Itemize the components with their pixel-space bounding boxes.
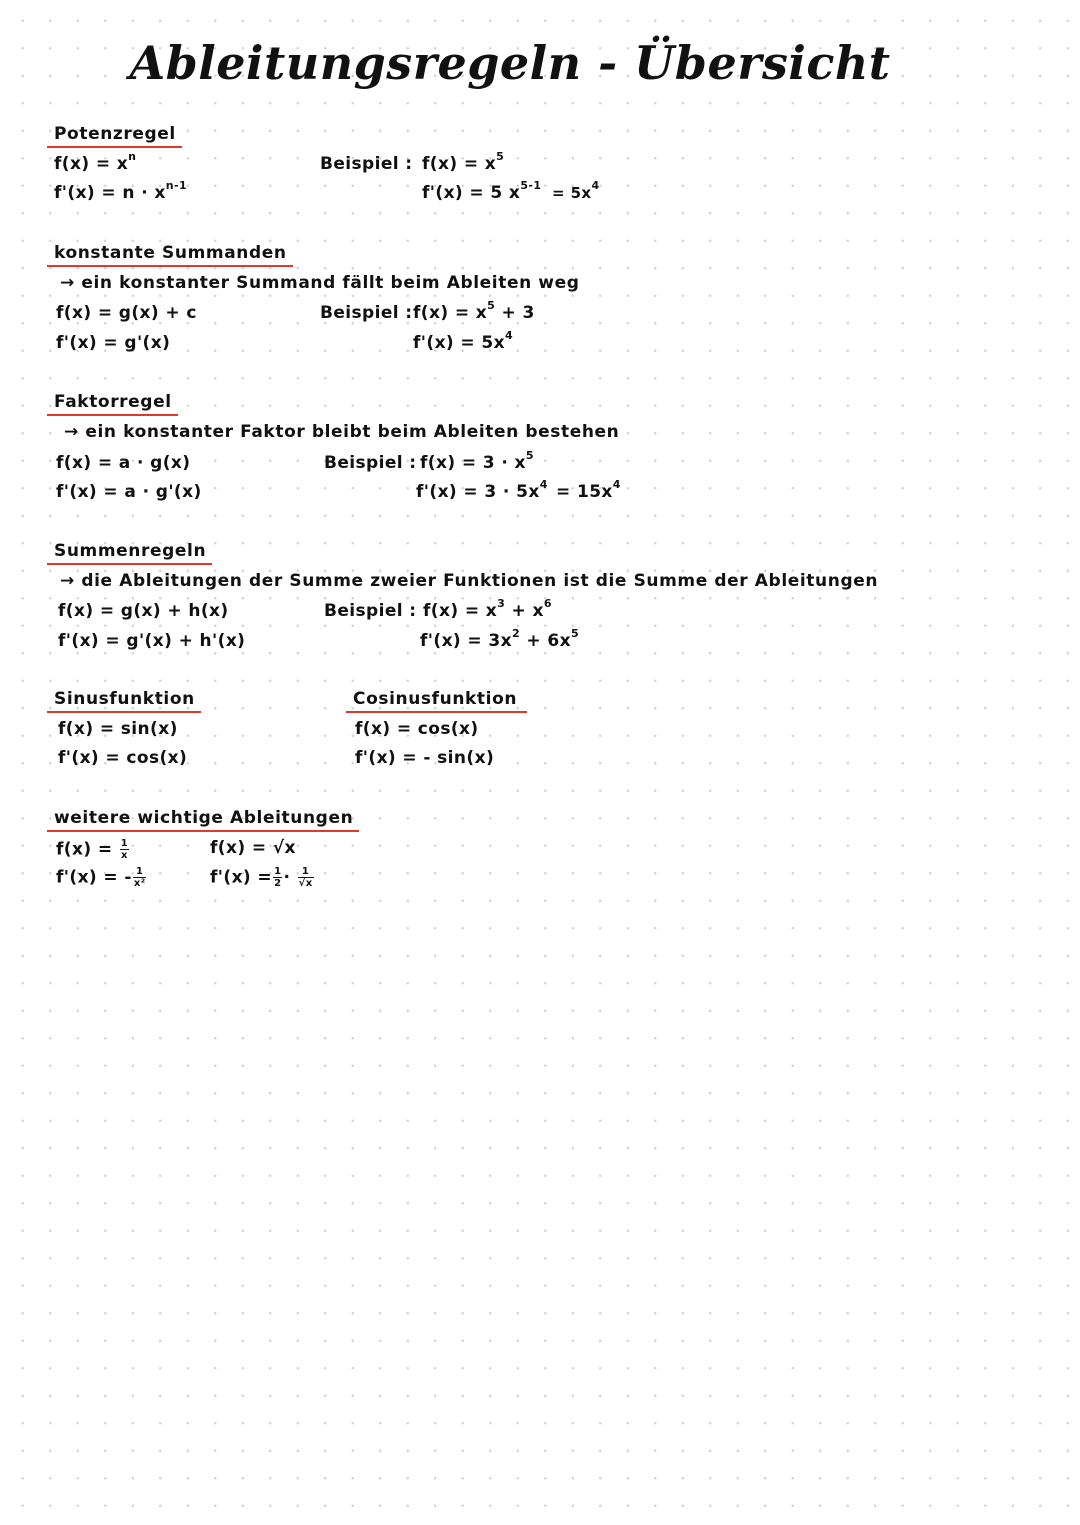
- summen-derivative: f'(x) = g'(x) + h'(x): [58, 631, 246, 651]
- faktor-example-derivative: $f'(x) = 3 \cdot 5x^4$: [416, 478, 548, 502]
- konstante-example-label: Beispiel :: [320, 303, 413, 323]
- heading-summenregeln: Summenregeln: [47, 541, 212, 565]
- konstante-note: → ein konstanter Summand fällt beim Ableiten weg: [60, 273, 580, 293]
- fraction-1-over-sqrt-x: $\frac{1}{√x}$: [298, 866, 313, 889]
- fraction-1-over-2: $\frac{1}{2}$: [274, 866, 282, 889]
- potenz-example-label: Beispiel :: [320, 154, 413, 174]
- sqrt-function: f(x) = √x: [210, 838, 296, 858]
- sinus-derivative: f'(x) = cos(x): [58, 748, 188, 768]
- sinus-function: f(x) = sin(x): [58, 719, 178, 739]
- heading-cosinusfunktion: Cosinusfunktion: [346, 689, 527, 713]
- faktor-example-function: $f(x) = 3 \cdot x^5$: [420, 449, 534, 473]
- summen-function: f(x) = g(x) + h(x): [58, 601, 229, 621]
- summen-example-function: $f(x) = x^3 + x^6$: [423, 597, 552, 621]
- reciprocal-derivative: f'(x) = - $\frac{1}{\text{x²}}$: [56, 866, 146, 889]
- cosinus-function: f(x) = cos(x): [355, 719, 479, 739]
- konstante-example-derivative: $f'(x) = 5x^4$: [413, 329, 514, 353]
- faktor-function: f(x) = a · g(x): [56, 453, 191, 473]
- potenz-example-function: $f(x) = x^5$: [422, 150, 505, 174]
- sqrt-x: √x: [272, 838, 296, 858]
- faktor-example-label: Beispiel :: [324, 453, 417, 473]
- faktor-note: → ein konstanter Faktor bleibt beim Ableiten bestehen: [64, 422, 620, 442]
- faktor-example-result: = $15x^4$: [556, 478, 621, 502]
- summen-note: → die Ableitungen der Summe zweier Funktionen ist die Summe der Ableitungen: [60, 571, 879, 591]
- summen-example-derivative: $f'(x) = 3x^2 + 6x^5$: [420, 627, 579, 651]
- heading-potenzregel: Potenzregel: [47, 124, 182, 148]
- heading-sinusfunktion: Sinusfunktion: [47, 689, 201, 713]
- potenz-derivative: $f'(x) = n \cdot x^{n-1}$: [54, 179, 188, 203]
- konstante-example-function: $f(x) = x^5 + 3$: [413, 299, 535, 323]
- konstante-derivative: f'(x) = g'(x): [56, 333, 171, 353]
- cosinus-derivative: f'(x) = - sin(x): [355, 748, 495, 768]
- potenz-example-derivative: f'(x) = 5 $x^{5-1}$: [422, 179, 542, 203]
- summen-example-label: Beispiel :: [324, 601, 417, 621]
- heading-konstante-summanden: konstante Summanden: [47, 243, 293, 267]
- page-title: Ableitungsregeln - Übersicht: [129, 36, 891, 90]
- fraction-1-over-x-squared: $\frac{1}{\text{x²}}$: [133, 866, 146, 889]
- heading-faktorregel: Faktorregel: [47, 392, 178, 416]
- konstante-function: f(x) = g(x) + c: [56, 303, 197, 323]
- faktor-derivative: f'(x) = a · g'(x): [56, 482, 202, 502]
- reciprocal-function: f(x) = $\frac{1}{x}$: [56, 838, 129, 861]
- sqrt-derivative: f'(x) = $\frac{1}{2}$ · $\frac{1}{√x}$: [210, 866, 313, 889]
- potenz-example-result: = $5x^4$: [552, 179, 600, 202]
- fraction-1-over-x: $\frac{1}{x}$: [120, 838, 129, 861]
- heading-weitere-ableitungen: weitere wichtige Ableitungen: [47, 808, 359, 832]
- potenz-function: $f(x) = x^n$: [54, 150, 137, 174]
